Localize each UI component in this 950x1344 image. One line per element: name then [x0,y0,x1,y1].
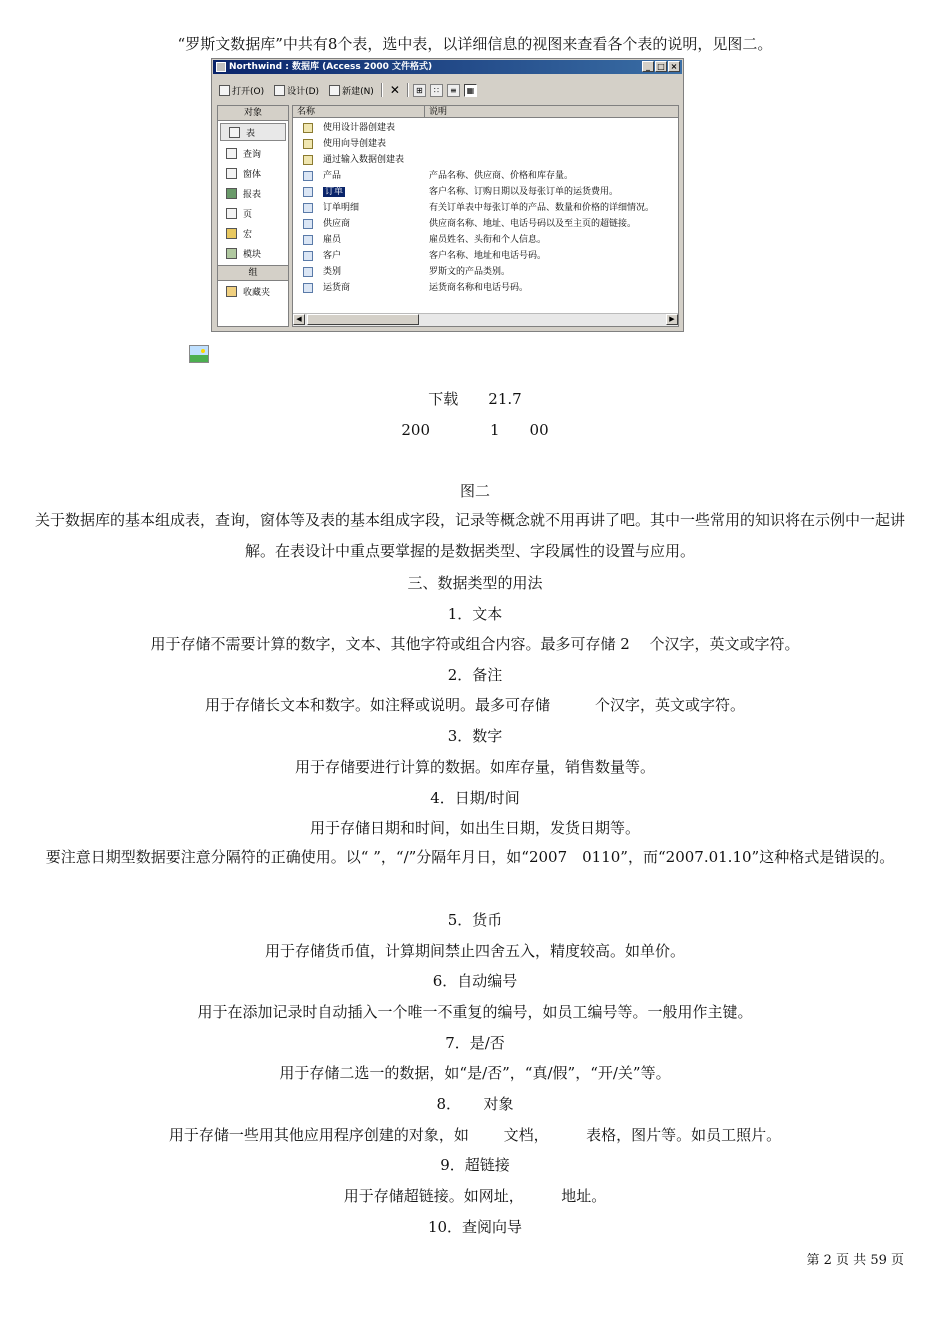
table-icon [303,235,313,245]
design-button[interactable]: 设计(D) [271,83,322,98]
access-database-window[interactable] [211,58,684,332]
item-desc-memo: 用于存储长文本和数字。如注释或说明。最多可存储 个汉字，英文或字符。 [204,696,745,714]
macro-icon [226,228,237,239]
query-icon [226,148,237,159]
group-item-favorites[interactable]: 收藏夹 [218,281,288,301]
details-icon: ▦ [466,85,475,95]
table-icon [303,187,313,197]
toolbar-separator [381,83,383,97]
scroll-thumb[interactable] [307,314,419,325]
wizard-icon [303,155,313,165]
large-icons-view-button[interactable] [413,84,426,97]
open-icon [219,85,230,96]
figure-caption: 图二 [459,482,490,500]
small-icons-icon: ∷ [433,85,439,95]
toolbar-separator [407,83,409,97]
list-item[interactable]: 雇员 雇员姓名、头衔和个人信息。 [293,232,678,248]
download-line-2: 200 1 00 [401,421,549,439]
list-item[interactable]: 产品 产品名称、供应商、价格和库存量。 [293,168,678,184]
section-title: 三、数据类型的用法 [407,574,543,592]
open-button[interactable]: 打开(O) [216,83,267,98]
list-item[interactable]: 订单明细 有关订单表中每张订单的产品、数量和价格的详细情况。 [293,200,678,216]
table-icon [303,251,313,261]
objects-panel [217,105,289,327]
item-heading-datetime: 4．日期/时间 [430,789,520,807]
list-icon: ≡ [450,85,457,95]
folder-icon [226,286,237,297]
item-desc-text: 用于存储不需要计算的数字，文本、其他字符或组合内容。最多可存储 2 个汉字，英文或字符。 [150,635,800,653]
item-desc-currency: 用于存储货币值，计算期间禁止四舍五入，精度较高。如单价。 [264,942,685,960]
design-icon [274,85,285,96]
objects-header: 对象 [218,106,288,121]
item-heading-autonumber: 6．自动编号 [432,972,518,990]
intro-text: “罗斯文数据库”中共有8个表，选中表，以详细信息的视图来查看各个表的说明，见图二。 [177,35,773,53]
tables-list [292,105,679,327]
object-item-forms[interactable]: 窗体 [218,163,288,183]
object-item-macros[interactable]: 宏 [218,223,288,243]
scroll-right-button[interactable] [666,314,678,325]
object-item-reports[interactable]: 报表 [218,183,288,203]
wizard-icon [303,139,313,149]
image-placeholder-icon [189,345,209,363]
horizontal-scrollbar[interactable] [293,313,678,326]
table-icon [229,127,240,138]
intro-paragraph: 关于数据库的基本组成表，查询，窗体等及表的基本组成字段，记录等概念就不用再讲了吧。其中一些常用的知识将在示例中一起讲解。在表设计中重点要掌握的是数据类型、字段属性的设置与应用。 [34,511,905,560]
list-item[interactable]: 使用设计器创建表 [293,120,678,136]
table-icon [303,219,313,229]
arrow-left-icon: ◀ [296,315,302,323]
date-separator-note: 要注意日期型数据要注意分隔符的正确使用。以“ ”，“/”分隔年月日，如“2007 0110”，而“2007.01.10”这种格式是错误的。 [45,848,895,866]
item-desc-hyperlink: 用于存储超链接。如网址， 地址。 [343,1187,607,1205]
window-titlebar[interactable] [213,60,682,74]
item-desc-yesno: 用于存储二选一的数据，如“是/否”，“真/假”，“开/关”等。 [279,1064,671,1082]
list-item[interactable]: 运货商 运货商名称和电话号码。 [293,280,678,296]
column-header-name[interactable]: 名称 [293,106,425,118]
item-desc-autonumber: 用于在添加记录时自动插入一个唯一不重复的编号，如员工编号等。一般用作主键。 [197,1003,753,1021]
list-item[interactable]: 订单 客户名称、订购日期以及每张订单的运货费用。 [293,184,678,200]
table-icon [303,283,313,293]
item-heading-lookup: 10．查阅向导 [427,1218,523,1236]
list-item[interactable]: 类别 罗斯文的产品类别。 [293,264,678,280]
item-desc-object: 用于存储一些用其他应用程序创建的对象，如 文档， 表格，图片等。如员工照片。 [168,1126,782,1144]
minimize-button[interactable]: _ [642,61,654,72]
column-header-description[interactable]: 说明 [425,106,678,118]
toolbar [216,81,679,99]
item-desc-number: 用于存储要进行计算的数据。如库存量，销售数量等。 [294,758,655,776]
item-heading-memo: 2．备注 [447,666,503,684]
page-icon [226,208,237,219]
item-heading-yesno: 7．是/否 [445,1034,505,1052]
item-desc-datetime: 用于存储日期和时间，如出生日期，发货日期等。 [309,819,640,837]
list-item[interactable]: 使用向导创建表 [293,136,678,152]
list-item[interactable]: 供应商 供应商名称、地址、电话号码以及至主页的超链接。 [293,216,678,232]
object-item-modules[interactable]: 模块 [218,243,288,263]
close-button[interactable]: × [668,61,680,72]
window-title: Northwind : 数据库 (Access 2000 文件格式) [229,62,433,72]
table-icon [303,267,313,277]
table-icon [303,171,313,181]
list-item[interactable]: 客户 客户名称、地址和电话号码。 [293,248,678,264]
object-item-queries[interactable]: 查询 [218,143,288,163]
item-heading-currency: 5．货币 [447,911,503,929]
item-heading-object: 8． 对象 [436,1095,514,1113]
form-icon [226,168,237,179]
object-item-tables[interactable]: 表 [220,123,286,141]
app-icon [216,62,226,72]
wizard-icon [303,123,313,133]
maximize-button[interactable]: □ [655,61,667,72]
report-icon [226,188,237,199]
module-icon [226,248,237,259]
delete-icon: ✕ [389,83,400,97]
table-icon [303,203,313,213]
groups-header: 组 [218,265,288,281]
item-heading-number: 3．数字 [447,727,503,745]
large-icons-icon: ⊞ [416,85,423,95]
details-view-button[interactable] [464,84,477,97]
item-heading-text: 1．文本 [447,605,503,623]
list-view-button[interactable] [447,84,460,97]
list-item[interactable]: 通过输入数据创建表 [293,152,678,168]
small-icons-view-button[interactable] [430,84,443,97]
new-icon [329,85,340,96]
scroll-left-button[interactable] [293,314,305,325]
download-line-1: 下载 21.7 [428,390,522,408]
object-item-pages[interactable]: 页 [218,203,288,223]
arrow-right-icon: ▶ [669,315,675,323]
item-heading-hyperlink: 9．超链接 [440,1156,510,1174]
page-footer: 第 2 页 共 59 页 [806,1253,904,1268]
new-button[interactable]: 新建(N) [326,83,377,98]
delete-button[interactable] [387,82,403,98]
